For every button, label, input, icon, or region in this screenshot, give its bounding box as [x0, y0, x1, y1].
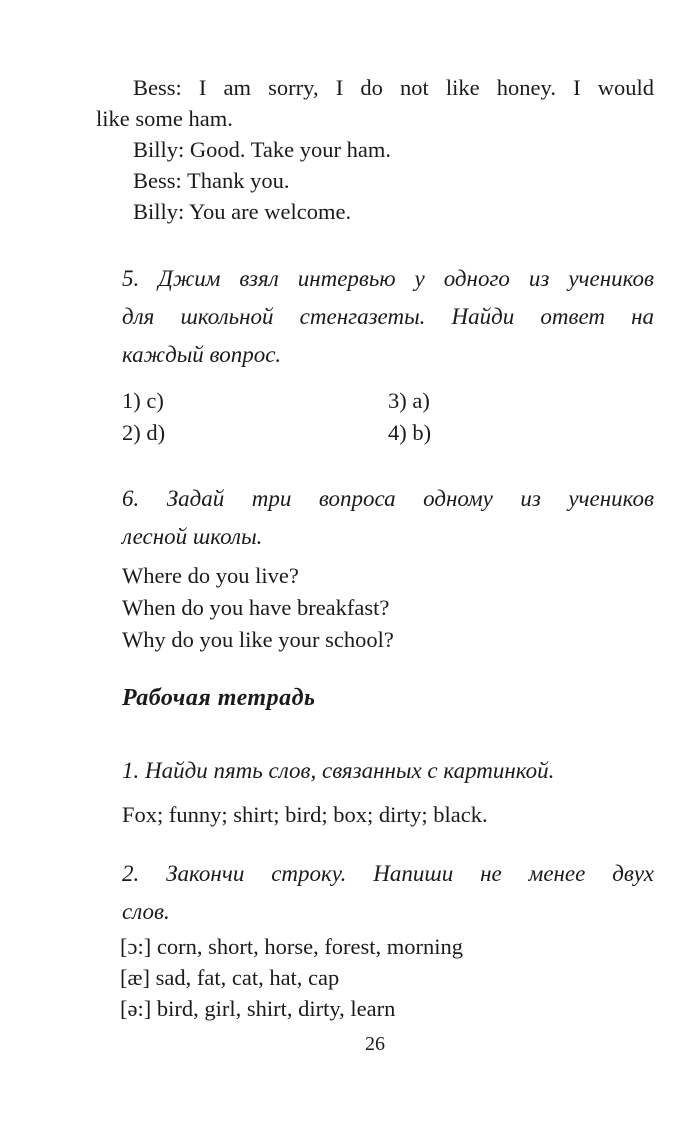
task-5-answers — [122, 385, 654, 449]
phonetic-answer-line: [ə:] bird, girl, shirt, dirty, learn — [120, 996, 396, 1021]
task-6-line: лесной школы. — [122, 524, 263, 549]
task-6-text — [122, 480, 654, 556]
question-line: Why do you like your school? — [122, 627, 394, 652]
dialogue-line: Bess: I am sorry, I do not like honey. I would — [133, 75, 654, 100]
task-6-line: 6. Задай три вопроса одному из учеников — [122, 486, 654, 511]
task-2-line: слов. — [122, 899, 170, 924]
phonetic-answer-line: [ɔ:] corn, short, horse, forest, morning — [120, 934, 464, 959]
dialogue-block — [96, 72, 654, 227]
dialogue-line: Billy: Good. Take your ham. — [133, 137, 391, 162]
answers-column-left — [122, 385, 388, 449]
task-6-questions — [122, 560, 654, 656]
dialogue-line: like some ham. — [96, 106, 233, 131]
answer-item: 4) b) — [388, 420, 432, 445]
task-5-line: каждый вопрос. — [122, 342, 282, 367]
answer-item: 1) c) — [122, 388, 164, 413]
page-number: 26 — [365, 1033, 385, 1055]
answer-item: 2) d) — [122, 420, 166, 445]
workbook-task-1-text — [122, 752, 654, 790]
task-2-line: 2. Закончи строку. Напиши не менее двух — [122, 861, 654, 886]
workbook-task-1-answer: Fox; funny; shirt; bird; box; dirty; black. — [122, 802, 488, 827]
task-5-line: 5. Джим взял интервью у одного из учеников — [122, 266, 654, 291]
dialogue-line: Bess: Thank you. — [133, 168, 290, 193]
workbook-heading: Рабочая тетрадь — [122, 685, 316, 711]
workbook-task-2-text — [122, 855, 654, 931]
task-1-line: 1. Найди пять слов, связанных с картинкой. — [122, 758, 555, 783]
answers-column-right — [388, 385, 654, 449]
dialogue-line: Billy: You are welcome. — [133, 199, 352, 224]
phonetic-answer-line: [æ] sad, fat, cat, hat, cap — [120, 965, 340, 990]
question-line: Where do you live? — [122, 563, 299, 588]
question-line: When do you have breakfast? — [122, 595, 390, 620]
task-5-text — [122, 260, 654, 374]
workbook-task-2-answers — [120, 931, 654, 1024]
answer-item: 3) a) — [388, 388, 430, 413]
task-5-line: для школьной стенгазеты. Найди ответ на — [122, 304, 654, 329]
